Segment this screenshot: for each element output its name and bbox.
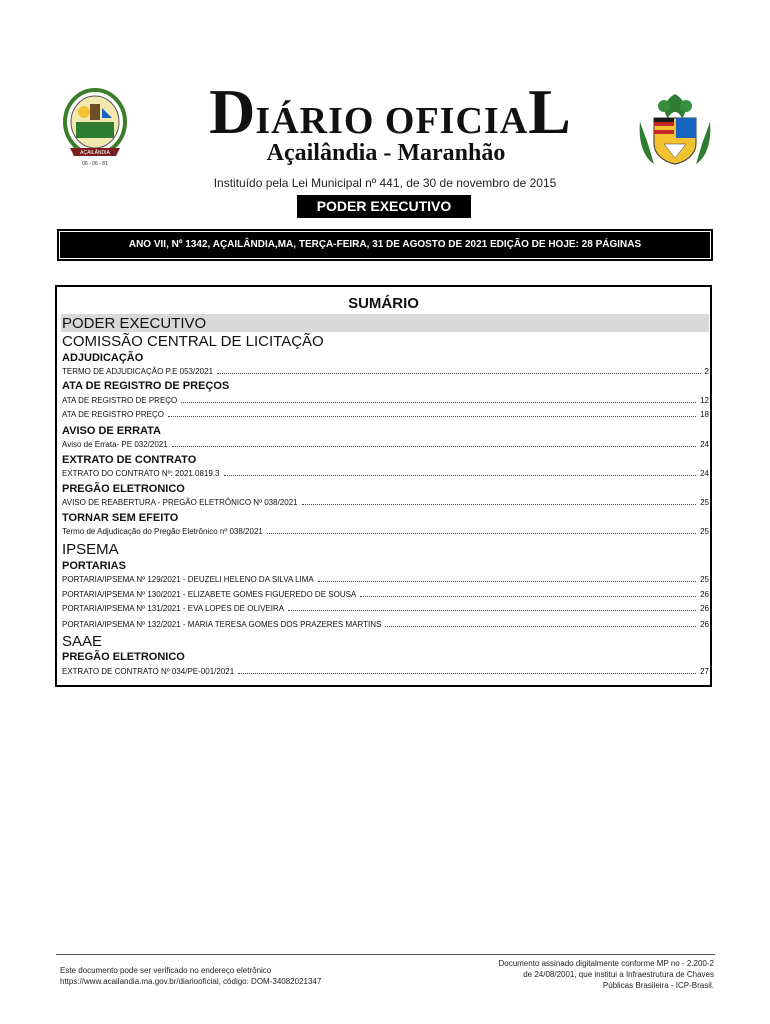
entry-text: PORTARIA/IPSEMA Nº 132/2021 - MARIA TERESA GOMES DOS PRAZERES MARTINS — [62, 620, 382, 629]
masthead-title: DIÁRIO OFICIAL — [209, 76, 571, 147]
category-heading: PREGÃO ELETRONICO — [62, 483, 185, 495]
state-emblem — [634, 92, 716, 168]
category-heading: EXTRATO DE CONTRATO — [62, 454, 197, 466]
entry-text: ATA DE REGISTRO PREÇO — [62, 410, 164, 419]
entry-text: EXTRATO DE CONTRATO Nº 034/PE-001/2021 — [62, 667, 235, 676]
category-heading: ADJUDICAÇÃO — [62, 352, 144, 364]
footer-signature-note — [420, 958, 714, 991]
footer-divider — [56, 954, 715, 955]
entry-text: ATA DE REGISTRO DE PREÇO — [62, 396, 178, 405]
entry-text: TERMO DE ADJUDICAÇÃO P.E 053/2021 — [62, 367, 214, 376]
summary-entry[interactable] — [62, 364, 709, 376]
entry-text: PORTARIA/IPSEMA Nº 129/2021 - DEUZELI HELENO DA SILVA LIMA — [62, 575, 314, 584]
summary-entry[interactable] — [62, 587, 709, 599]
summary-entry[interactable] — [62, 524, 709, 536]
entry-page: 24 — [700, 440, 709, 449]
signature-line-1: Documento assinado digitalmente conforme MP no - 2.200-2 — [498, 959, 714, 968]
edition-bar: ANO VII, Nº 1342, AÇAILÂNDIA,MA, TERÇA-FEIRA, 31 DE AGOSTO DE 2021 EDIÇÃO DE HOJE: 28 PÁGINAS — [57, 229, 713, 261]
branch-label: PODER EXECUTIVO — [297, 195, 471, 218]
svg-text:AÇAILÂNDIA: AÇAILÂNDIA — [80, 150, 110, 156]
summary-entry[interactable] — [62, 495, 709, 507]
dot-leader — [168, 416, 696, 417]
section-heading: SAAE — [62, 633, 103, 650]
entry-page: 26 — [700, 604, 709, 613]
subsection-heading: COMISSÃO CENTRAL DE LICITAÇÃO — [62, 333, 324, 350]
municipal-emblem — [62, 88, 128, 168]
dot-leader — [385, 626, 696, 627]
entry-page: 18 — [700, 410, 709, 419]
dot-leader — [318, 581, 696, 582]
entry-page: 25 — [700, 498, 709, 507]
verification-url[interactable]: https://www.acailandia.ma.gov.br/diariooficial, código: DOM-34082021347 — [60, 977, 322, 986]
entry-page: 25 — [700, 575, 709, 584]
entry-text: Aviso de Errata- PE 032/2021 — [62, 440, 168, 449]
category-heading: TORNAR SEM EFEITO — [62, 512, 179, 524]
category-heading: PORTARIAS — [62, 560, 126, 572]
entry-page: 24 — [700, 469, 709, 478]
dot-leader — [224, 475, 697, 476]
summary-entry[interactable] — [62, 437, 709, 449]
summary-entry[interactable] — [62, 601, 709, 613]
summary-title: SUMÁRIO — [348, 295, 419, 312]
institution-law-text: Instituído pela Lei Municipal nº 441, de 30 de novembro de 2015 — [213, 176, 557, 190]
summary-entry[interactable] — [62, 466, 709, 478]
verification-text: Este documento pode ser verificado no endereço eletrônico — [60, 966, 272, 975]
svg-text:06 - 06 - 81: 06 - 06 - 81 — [82, 161, 108, 167]
section-heading: PODER EXECUTIVO — [62, 315, 207, 332]
entry-page: 26 — [700, 590, 709, 599]
dot-leader — [302, 504, 697, 505]
summary-entry[interactable] — [62, 407, 709, 419]
dot-leader — [238, 673, 696, 674]
section-heading: IPSEMA — [62, 541, 119, 558]
dot-leader — [267, 533, 696, 534]
entry-page: 2 — [704, 367, 709, 376]
summary-entry[interactable] — [62, 393, 709, 405]
category-heading: ATA DE REGISTRO DE PREÇOS — [62, 380, 230, 392]
footer-verification — [60, 965, 420, 987]
entry-page: 25 — [700, 527, 709, 536]
entry-text: AVISO DE REABERTURA - PREGÃO ELETRÔNICO Nº 038/2021 — [62, 498, 298, 507]
entry-page: 27 — [700, 667, 709, 676]
signature-line-3: Públicas Brasileira - ICP-Brasil. — [602, 981, 714, 990]
dot-leader — [217, 373, 701, 374]
category-heading: AVISO DE ERRATA — [62, 425, 162, 437]
entry-page: 12 — [700, 396, 709, 405]
dot-leader — [172, 446, 696, 447]
entry-text: EXTRATO DO CONTRATO Nº: 2021.0819.3 — [62, 469, 220, 478]
dot-leader — [288, 610, 696, 611]
dot-leader — [181, 402, 696, 403]
summary-entry[interactable] — [62, 617, 709, 629]
summary-entry[interactable] — [62, 572, 709, 584]
entry-text: PORTARIA/IPSEMA Nº 131/2021 - EVA LOPES DE OLIVEIRA — [62, 604, 285, 613]
entry-page: 26 — [700, 620, 709, 629]
masthead-subtitle: Açailândia - Maranhão — [266, 140, 506, 166]
signature-line-2: de 24/08/2001, que institui a Infraestrutura de Chaves — [523, 970, 714, 979]
category-heading: PREGÃO ELETRONICO — [62, 651, 185, 663]
dot-leader — [360, 596, 696, 597]
entry-text: PORTARIA/IPSEMA Nº 130/2021 - ELIZABETE GOMES FIGUEREDO DE SOUSA — [62, 590, 357, 599]
entry-text: Termo de Adjudicação do Pregão Eletrônico nº 038/2021 — [62, 527, 263, 536]
summary-entry[interactable] — [62, 664, 709, 676]
